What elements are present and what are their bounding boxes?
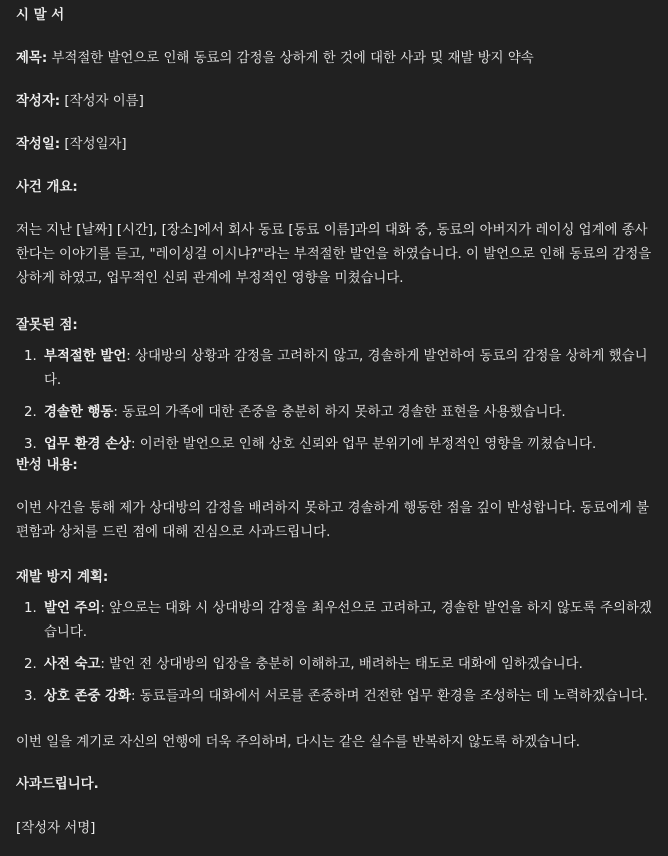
apology-text: 사과드립니다. xyxy=(16,777,99,792)
item-text: : 동료의 가족에 대한 존중을 충분히 하지 못하고 경솔한 표현을 사용했습니다. xyxy=(113,405,566,420)
item-label: 업무 환경 손상 xyxy=(44,437,131,452)
list-number: 2. xyxy=(24,657,37,672)
author-value: [작성자 이름] xyxy=(60,94,144,109)
prevention-list xyxy=(16,597,656,709)
signature-placeholder: [작성자 서명] xyxy=(16,821,96,836)
overview-text: 저는 지난 [날짜] [시간], [장소]에서 회사 동료 [동료 이름]과의 대화 중, 동료의 아버지가 레이싱 업계에 종사한다는 이야기를 듣고, "레이싱걸 이시냐?"라는 부적절한 발언을 하였습니다. 이 발언으로 인해 동료의 감정을 상하게 하였고, 업무적인 신뢰 관계에 부정적인 영향을 미쳤습니다. xyxy=(16,223,652,286)
date-line xyxy=(16,133,656,157)
list-item xyxy=(16,685,656,709)
subject-value: 부적절한 발언으로 인해 동료의 감정을 상하게 한 것에 대한 사과 및 재발 방지 약속 xyxy=(47,51,534,66)
item-label: 부적절한 발언 xyxy=(44,349,127,364)
faults-list xyxy=(16,345,656,457)
prevention-heading: 재발 방지 계획: xyxy=(16,570,109,585)
item-label: 발언 주의 xyxy=(44,601,101,616)
date-label: 작성일: xyxy=(16,137,61,152)
item-text: : 상대방의 상황과 감정을 고려하지 않고, 경솔하게 발언하여 동료의 감정을 상하게 했습니다. xyxy=(44,349,648,388)
reflection-text: 이번 사건을 통해 제가 상대방의 감정을 배려하지 못하고 경솔하게 행동한 점을 깊이 반성합니다. 동료에게 불편함과 상처를 드린 점에 대해 진심으로 사과드립니다. xyxy=(16,501,649,540)
faults-heading: 잘못된 점: xyxy=(16,318,78,333)
author-label: 작성자: xyxy=(16,94,61,109)
item-text: : 이러한 발언으로 인해 상호 신뢰와 업무 분위기에 부정적인 영향을 끼쳤습니다. xyxy=(130,437,597,452)
list-item xyxy=(16,597,656,645)
list-number: 3. xyxy=(24,689,37,704)
list-item xyxy=(16,345,656,393)
list-number: 3. xyxy=(24,437,37,452)
list-number: 2. xyxy=(24,405,37,420)
list-item xyxy=(16,401,656,425)
list-number: 1. xyxy=(24,601,37,616)
doc-title: 시 말 서 xyxy=(16,8,65,23)
reflection-heading: 반성 내용: xyxy=(16,458,78,473)
list-item xyxy=(16,653,656,677)
subject-line xyxy=(16,47,656,71)
item-label: 사전 숙고 xyxy=(44,657,101,672)
overview-heading: 사건 개요: xyxy=(16,180,78,195)
closing-text: 이번 일을 계기로 자신의 언행에 더욱 주의하며, 다시는 같은 실수를 반복하지 않도록 하겠습니다. xyxy=(16,735,581,750)
date-value: [작성일자] xyxy=(60,137,127,152)
item-text: : 앞으로는 대화 시 상대방의 감정을 최우선으로 고려하고, 경솔한 발언을 하지 않도록 주의하겠습니다. xyxy=(44,601,652,640)
author-line xyxy=(16,90,656,114)
item-text: : 발언 전 상대방의 입장을 충분히 이해하고, 배려하는 태도로 대화에 임하겠습니다. xyxy=(100,657,583,672)
subject-label: 제목: xyxy=(16,51,48,66)
list-number: 1. xyxy=(24,349,37,364)
item-label: 상호 존중 강화 xyxy=(44,689,131,704)
item-text: : 동료들과의 대화에서 서로를 존중하며 건전한 업무 환경을 조성하는 데 노력하겠습니다. xyxy=(130,689,648,704)
item-label: 경솔한 행동 xyxy=(44,405,114,420)
